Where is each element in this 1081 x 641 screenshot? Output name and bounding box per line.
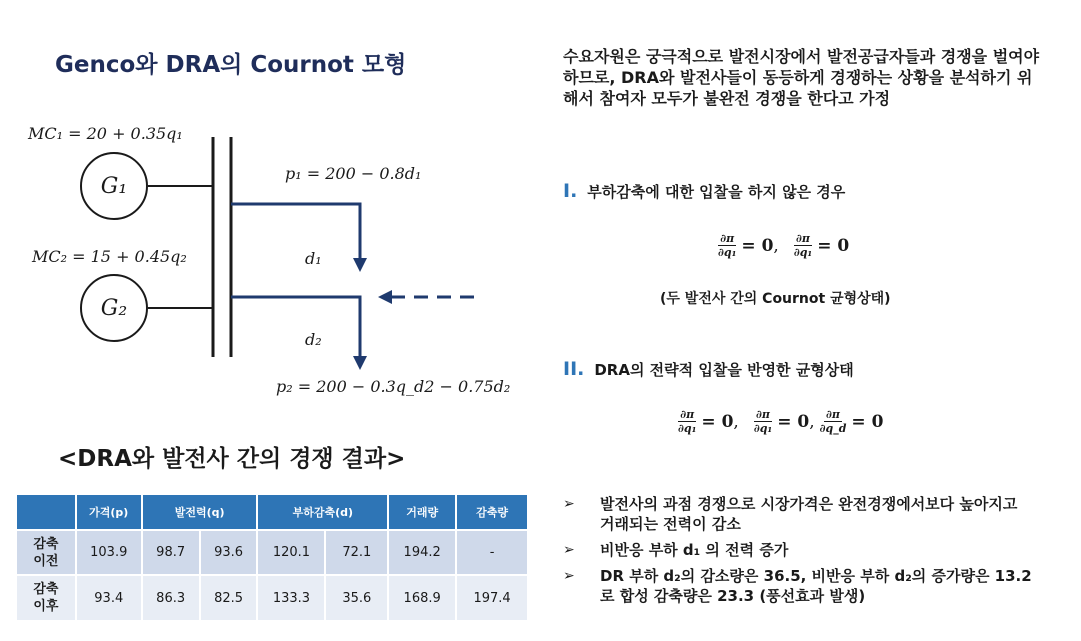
- table-cell: 98.7: [142, 530, 200, 575]
- section-one-heading: [563, 180, 845, 202]
- comma: ,: [733, 411, 739, 432]
- comma: ,: [809, 411, 815, 432]
- zero-value: 0: [797, 411, 810, 432]
- partial-fraction: $\frac{\partial\pi}{\partial q\_d}$: [819, 408, 847, 435]
- table-cell: 35.6: [325, 575, 388, 620]
- generator-g2: G₂: [80, 274, 148, 342]
- table-cell: 168.9: [388, 575, 456, 620]
- arrow-bullet-icon: ➢: [563, 542, 575, 558]
- table-header-cell: 감축량: [456, 495, 528, 530]
- table-header-cell: 거래량: [388, 495, 456, 530]
- zero-value: 0: [761, 235, 774, 256]
- partial-fraction: $\frac{\partial\pi}{\text{∂q₁}}$: [678, 408, 697, 435]
- table-row: [17, 575, 528, 620]
- list-item: [563, 566, 1033, 606]
- comma: ,: [773, 235, 779, 256]
- row-label-line: 이후: [33, 599, 59, 614]
- equals-sign: =: [817, 235, 832, 256]
- mc2-equation: MC₂ = 15 + 0.45q₂: [32, 247, 187, 266]
- arrow-bullet-icon: ➢: [563, 568, 575, 584]
- table-header-corner: [17, 495, 76, 530]
- row-label: [17, 530, 76, 575]
- table-cell: 93.6: [200, 530, 258, 575]
- table-cell: 194.2: [388, 530, 456, 575]
- equals-sign: =: [701, 411, 716, 432]
- zero-value: 0: [721, 411, 734, 432]
- equals-sign: =: [851, 411, 866, 432]
- generator-g1: G₁: [80, 152, 148, 220]
- arrow-d1: [353, 258, 367, 272]
- p1-equation: p₁ = 200 − 0.8d₁: [285, 164, 422, 183]
- mc1-equation: MC₁ = 20 + 0.35q₁: [28, 124, 183, 143]
- list-item-text: DR 부하 d₂의 감소량은 36.5, 비반응 부하 d₂의 증가량은 13.2로 합성 감축량은 23.3 (풍선효과 발생): [600, 567, 1032, 605]
- d2-label: d₂: [305, 330, 322, 349]
- section-one-equations: [713, 232, 849, 259]
- table-cell: 133.3: [257, 575, 325, 620]
- table-cell: 120.1: [257, 530, 325, 575]
- page-title: Genco와 DRA의 Cournot 모형: [55, 52, 407, 78]
- section-two-number: II.: [563, 358, 585, 380]
- table-header-row: [17, 495, 528, 530]
- table-cell: 82.5: [200, 575, 258, 620]
- results-table: [17, 495, 529, 620]
- table-header-cell: 발전력(q): [142, 495, 258, 530]
- table-cell: 72.1: [325, 530, 388, 575]
- results-title: <DRA와 발전사 간의 경쟁 결과>: [58, 446, 406, 472]
- partial-fraction: $\frac{\partial\pi}{\text{∂q₁}}$: [753, 408, 773, 435]
- table-header-cell: 가격(p): [76, 495, 142, 530]
- section-two-label: DRA의 전략적 입찰을 반영한 균형상태: [594, 361, 854, 379]
- partial-fraction: $\frac{\partial\pi}{\text{∂q₁}}$: [793, 232, 813, 259]
- section-one-number: I.: [563, 180, 578, 202]
- row-label-line: 감축: [33, 582, 59, 597]
- zero-value: 0: [871, 411, 884, 432]
- section-one-label: 부하감축에 대한 입찰을 하지 않은 경우: [587, 183, 846, 201]
- equals-sign: =: [777, 411, 792, 432]
- table-cell: 93.4: [76, 575, 142, 620]
- list-item: [563, 540, 1033, 560]
- arrow-d2: [353, 356, 367, 370]
- equals-sign: =: [741, 235, 756, 256]
- description-text: 수요자원은 궁극적으로 발전시장에서 발전공급자들과 경쟁을 벌여야 하므로, DRA와 발전사들이 동등하게 경쟁하는 상황을 분석하기 위해서 참여자 모두가 불완전 경쟁을 한다고 가정: [563, 47, 1040, 108]
- section-one-note: (두 발전사 간의 Cournot 균형상태): [660, 291, 891, 307]
- row-label-line: 감축: [33, 536, 59, 552]
- load-line-d1: [231, 204, 360, 262]
- section-two-heading: [563, 358, 854, 380]
- p2-equation: p₂ = 200 − 0.3q_d2 − 0.75d₂: [276, 377, 511, 396]
- zero-value: 0: [837, 235, 850, 256]
- list-item-text: 발전사의 과점 경쟁으로 시장가격은 완전경쟁에서보다 높아지고 거래되는 전력이 감소: [600, 495, 1018, 533]
- list-item: [563, 494, 1033, 534]
- row-label-line: 이전: [33, 553, 59, 569]
- table-cell: 86.3: [142, 575, 200, 620]
- partial-fraction: $\frac{\partial\pi}{\text{∂q₁}}$: [718, 232, 737, 259]
- table-cell: 103.9: [76, 530, 142, 575]
- table-cell: -: [456, 530, 528, 575]
- d1-label: d₁: [305, 249, 322, 268]
- load-line-d2: [231, 297, 360, 360]
- row-label: [17, 575, 76, 620]
- conclusion-list: [563, 494, 1033, 612]
- section-two-equations: [673, 408, 883, 435]
- dra-arrow-head: [378, 290, 392, 304]
- table-cell: 197.4: [456, 575, 528, 620]
- table-row: [17, 530, 528, 575]
- list-item-text: 비반응 부하 d₁ 의 전력 증가: [600, 541, 789, 559]
- arrow-bullet-icon: ➢: [563, 496, 575, 512]
- table-header-cell: 부하감축(d): [257, 495, 388, 530]
